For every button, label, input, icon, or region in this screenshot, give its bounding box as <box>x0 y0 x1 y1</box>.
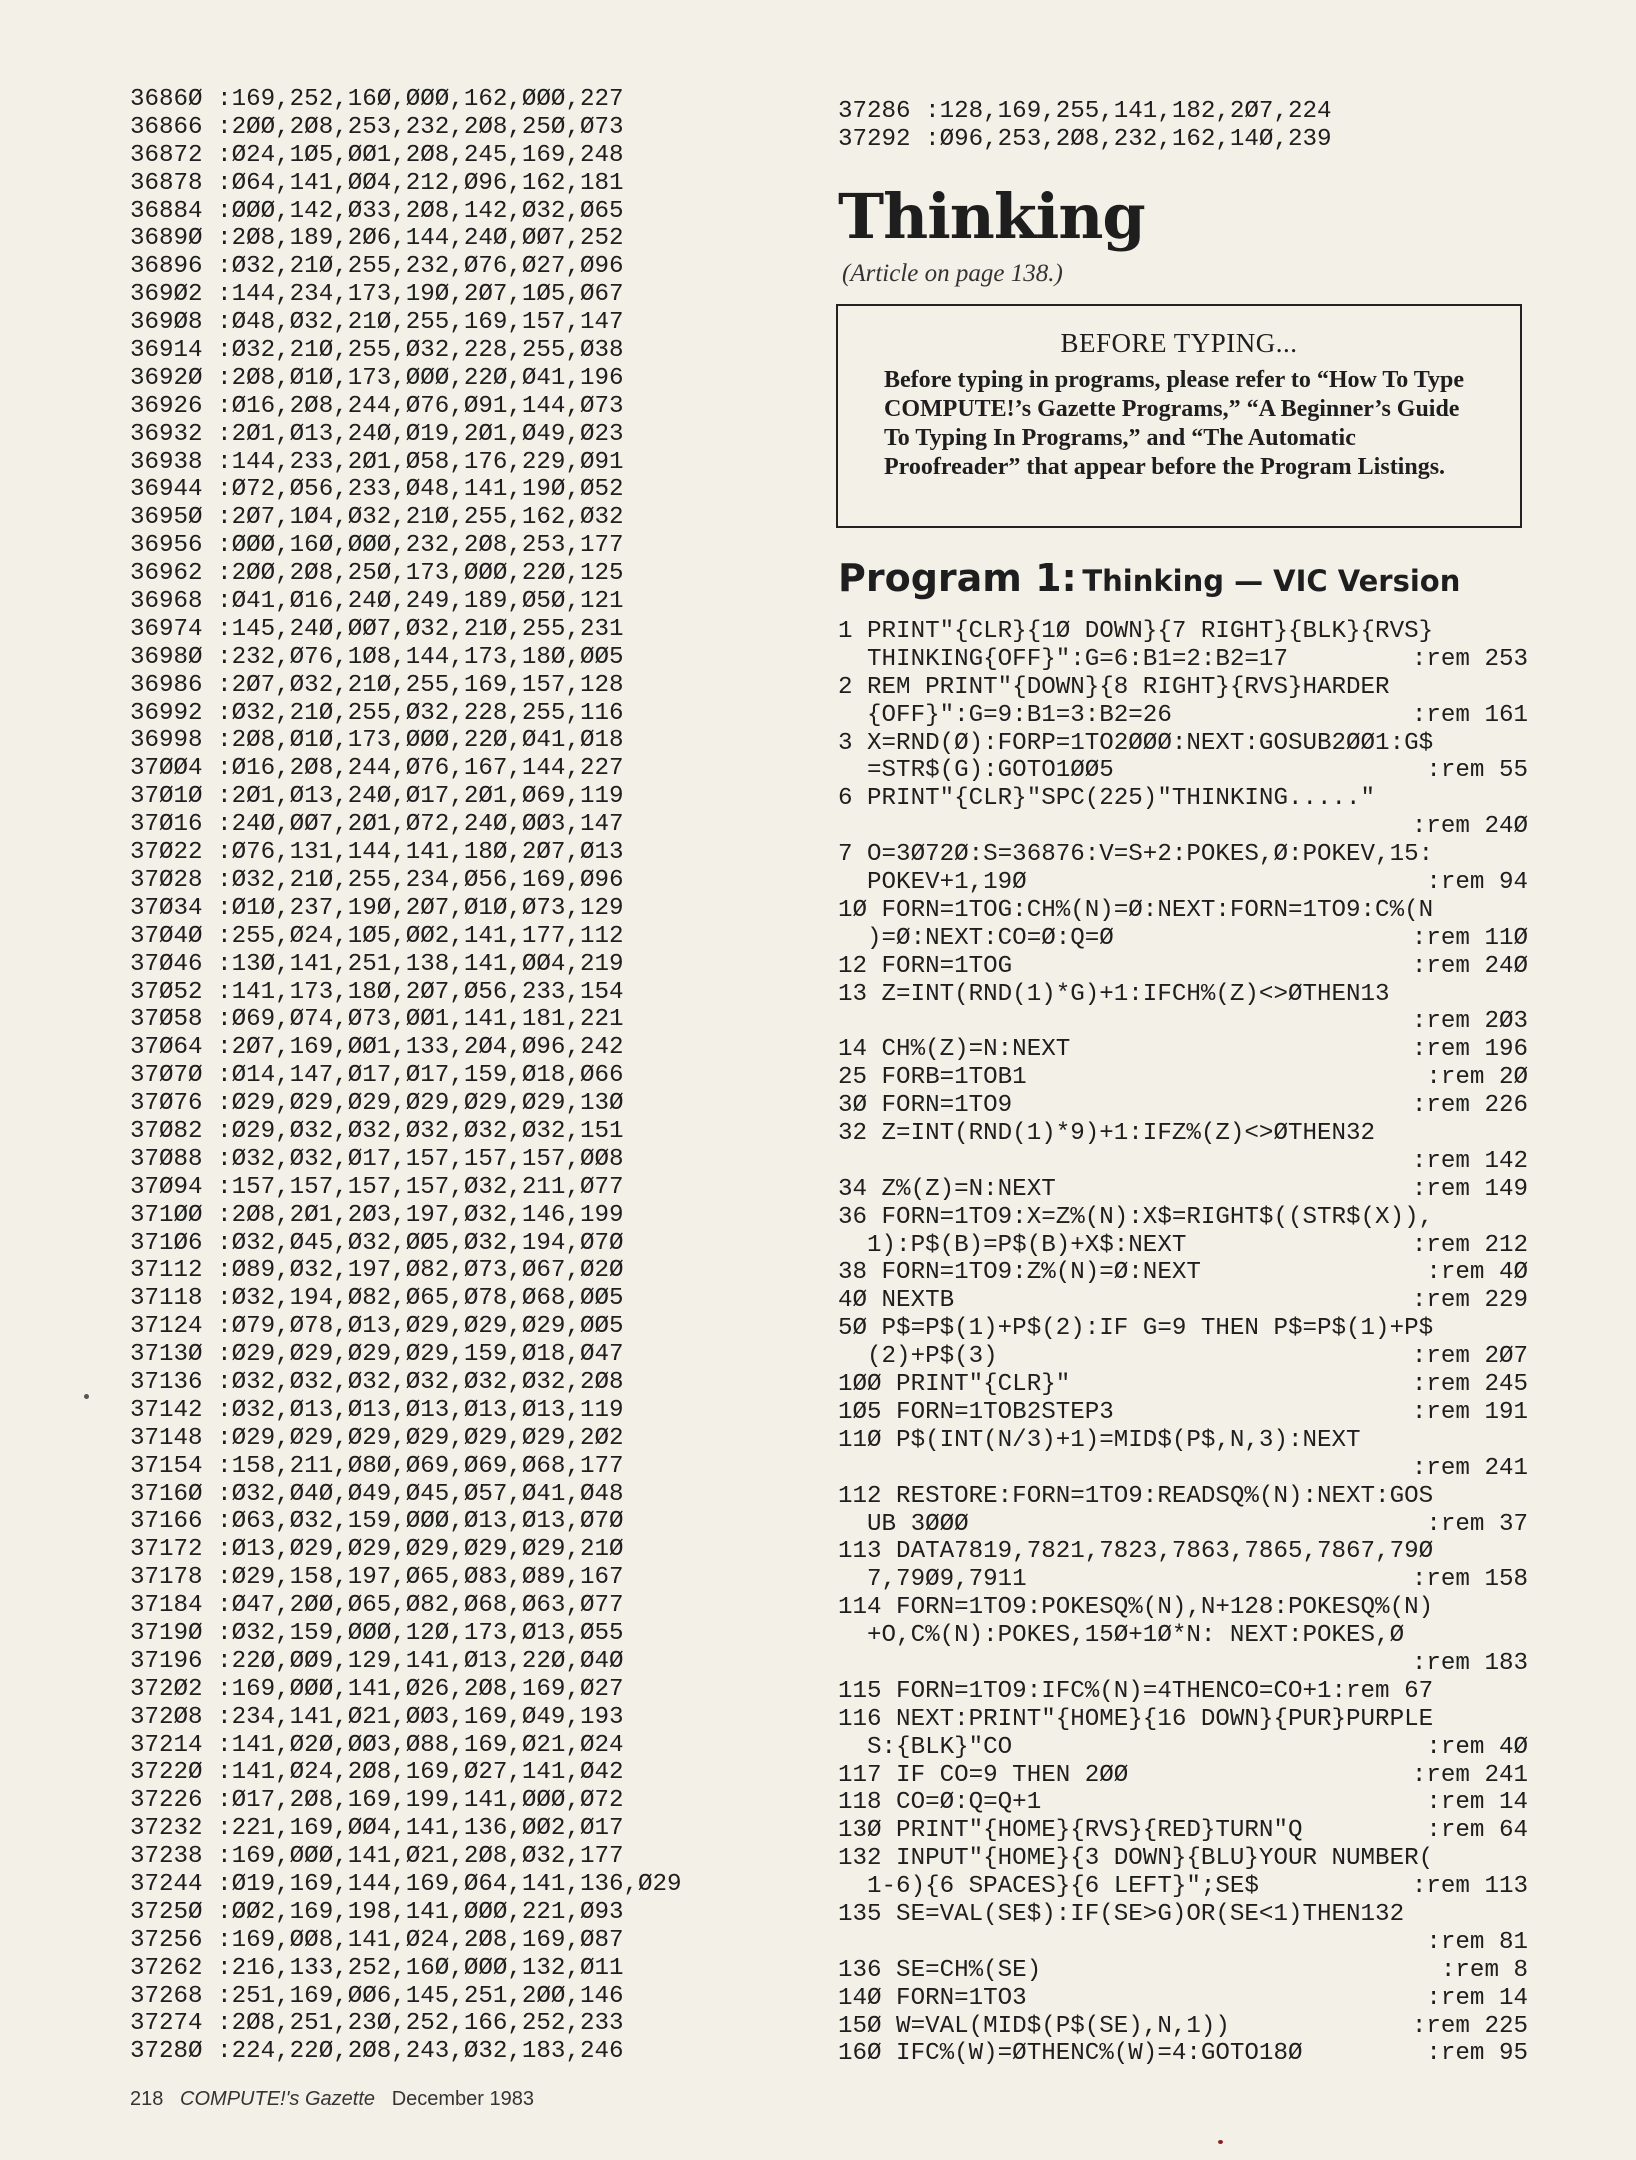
program-line <box>838 1957 1528 1985</box>
data-line: 36968 :Ø41,Ø16,24Ø,249,189,Ø5Ø,121 <box>130 588 624 616</box>
data-line: 36932 :2Ø1,Ø13,24Ø,Ø19,2Ø1,Ø49,Ø23 <box>130 420 624 448</box>
program-line-code: 112 RESTORE:FORN=1TO9:READSQ%(N):NEXT:GOS <box>838 1482 1434 1510</box>
data-line: 36896 :Ø32,21Ø,255,232,Ø76,Ø27,Ø96 <box>130 253 624 281</box>
program-line-checksum: :rem 191 <box>1411 1398 1528 1426</box>
program-line <box>838 1120 1528 1148</box>
program-line-code: 114 FORN=1TO9:POKESQ%(N),N+128:POKESQ%(N) <box>838 1594 1434 1622</box>
program-line <box>838 757 1528 785</box>
program-line-checksum: :rem 2Ø3 <box>1411 1008 1528 1036</box>
program-line-code: 1Ø FORN=1TOG:CH%(N)=Ø:NEXT:FORN=1TO9:C%(N <box>838 896 1434 924</box>
program-line <box>838 1427 1528 1455</box>
program-line <box>838 1817 1528 1845</box>
data-line: 3719Ø :Ø32,159,ØØØ,12Ø,173,Ø13,Ø55 <box>130 1619 624 1647</box>
data-line: 36914 :Ø32,21Ø,255,Ø32,228,255,Ø38 <box>130 337 624 365</box>
data-line: 37238 :169,ØØØ,141,Ø21,2Ø8,Ø32,177 <box>130 1843 624 1871</box>
data-line: 36956 :ØØØ,16Ø,ØØØ,232,2Ø8,253,177 <box>130 532 624 560</box>
program-line <box>838 841 1528 869</box>
program-line-code: 135 SE=VAL(SE$):IF(SE>G)OR(SE<1)THEN132 <box>838 1900 1405 1928</box>
program-line <box>838 674 1528 702</box>
program-line <box>838 1008 1528 1036</box>
program-line-code: (2)+P$(3) <box>838 1343 998 1371</box>
data-line: 3692Ø :2Ø8,Ø1Ø,173,ØØØ,22Ø,Ø41,196 <box>130 364 624 392</box>
data-line: 371ØØ :2Ø8,2Ø1,2Ø3,197,Ø32,146,199 <box>130 1201 624 1229</box>
program-line-code: 11Ø P$(INT(N/3)+1)=MID$(P$,N,3):NEXT <box>838 1426 1361 1454</box>
program-line-checksum: :rem 24Ø <box>1411 952 1528 980</box>
data-line: 37184 :Ø47,2ØØ,Ø65,Ø82,Ø68,Ø63,Ø77 <box>130 1592 624 1620</box>
program-line <box>838 702 1528 730</box>
program-line-code: 13 Z=INT(RND(1)*G)+1:IFCH%(Z)<>ØTHEN13 <box>838 980 1390 1008</box>
data-line: 37142 :Ø32,Ø13,Ø13,Ø13,Ø13,Ø13,119 <box>130 1396 624 1424</box>
print-speck <box>84 1394 89 1399</box>
data-line: 37112 :Ø89,Ø32,197,Ø82,Ø73,Ø67,Ø2Ø <box>130 1257 624 1285</box>
program-line-code: 34 Z%(Z)=N:NEXT <box>838 1175 1056 1203</box>
data-line: 369Ø8 :Ø48,Ø32,21Ø,255,169,157,147 <box>130 309 624 337</box>
notice-body: Before typing in programs, please refer to “How To Type COMPUTE!’s Gazette Programs,” “A Beginner’s Guide To Typing In Programs,” and “The Automatic Proofreader” that appear before the Program Listings. <box>884 367 1464 480</box>
program-line <box>838 1343 1528 1371</box>
program-line <box>838 646 1528 674</box>
data-line: 37Ø52 :141,173,18Ø,2Ø7,Ø56,233,154 <box>130 978 624 1006</box>
program-line-code: 5Ø P$=P$(1)+P$(2):IF G=9 THEN P$=P$(1)+P$ <box>838 1315 1434 1343</box>
program-line <box>838 981 1528 1009</box>
program-line-code: S:{BLK}"CO <box>838 1733 1013 1761</box>
program-line-code: 1Ø5 FORN=1TOB2STEP3 <box>838 1398 1114 1426</box>
program-line <box>838 1734 1528 1762</box>
program-line <box>838 1594 1528 1622</box>
program-line <box>838 897 1528 925</box>
data-line: 37286 :128,169,255,141,182,2Ø7,224 <box>838 98 1332 125</box>
program-line <box>838 1985 1528 2013</box>
program-line-code: 7,79Ø9,7911 <box>838 1566 1027 1594</box>
data-line: 3686Ø :169,252,16Ø,ØØØ,162,ØØØ,227 <box>130 86 624 113</box>
program-line-checksum: :rem 95 <box>1426 2040 1528 2068</box>
program-line <box>838 869 1528 897</box>
program-line-code: 32 Z=INT(RND(1)*9)+1:IFZ%(Z)<>ØTHEN32 <box>838 1120 1376 1148</box>
program-line-code: 115 FORN=1TO9:IFC%(N)=4THENCO=CO+1:rem 67 <box>838 1677 1434 1705</box>
program-line-code: 113 DATA7819,7821,7823,7863,7865,7867,79Ø <box>838 1538 1434 1566</box>
data-line: 36962 :2ØØ,2Ø8,25Ø,173,ØØØ,22Ø,125 <box>130 560 624 588</box>
program-line-checksum: :rem 225 <box>1411 2012 1528 2040</box>
data-line: 37Ø16 :24Ø,ØØ7,2Ø1,Ø72,24Ø,ØØ3,147 <box>130 811 624 839</box>
program-line <box>838 1873 1528 1901</box>
program-line-checksum: :rem 149 <box>1411 1175 1528 1203</box>
program-line <box>838 1483 1528 1511</box>
magazine-name: COMPUTE!'s Gazette <box>180 2088 376 2110</box>
page-number: 218 <box>130 2088 164 2110</box>
program-line-code: 3 X=RND(Ø):FORP=1TO2ØØØ:NEXT:GOSUB2ØØ1:G$ <box>838 729 1434 757</box>
program-line <box>838 1566 1528 1594</box>
program-line <box>838 953 1528 981</box>
program-line <box>838 1455 1528 1483</box>
data-line: 37Ø64 :2Ø7,169,ØØ1,133,2Ø4,Ø96,242 <box>130 1034 624 1062</box>
issue-date: December 1983 <box>391 2088 535 2110</box>
program-line <box>838 1176 1528 1204</box>
program-line-checksum: :rem 196 <box>1411 1036 1528 1064</box>
program-line <box>838 1622 1528 1650</box>
program-line <box>838 1511 1528 1539</box>
data-line: 3713Ø :Ø29,Ø29,Ø29,Ø29,159,Ø18,Ø47 <box>130 1341 624 1369</box>
data-line: 37Ø7Ø :Ø14,147,Ø17,Ø17,159,Ø18,Ø66 <box>130 1062 624 1090</box>
program-line-checksum: :rem 14 <box>1426 1789 1528 1817</box>
data-line: 37Ø88 :Ø32,Ø32,Ø17,157,157,157,ØØ8 <box>130 1145 624 1173</box>
program-line <box>838 1929 1528 1957</box>
article-title: Thinking <box>838 180 1145 253</box>
program-line-code: 14 CH%(Z)=N:NEXT <box>838 1036 1071 1064</box>
program-line <box>838 1204 1528 1232</box>
program-line-checksum: :rem 64 <box>1426 1817 1528 1845</box>
program-line-checksum: :rem 37 <box>1426 1510 1528 1538</box>
data-line: 36938 :144,233,2Ø1,Ø58,176,229,Ø91 <box>130 448 624 476</box>
data-line: 37268 :251,169,ØØ6,145,251,2ØØ,146 <box>130 1982 624 2010</box>
program-line-checksum: :rem 161 <box>1411 701 1528 729</box>
program-line-code: +O,C%(N):POKES,15Ø+1Ø*N: NEXT:POKES,Ø <box>838 1622 1405 1650</box>
notice-heading: BEFORE TYPING... <box>1060 328 1298 358</box>
print-speck <box>1218 2140 1223 2144</box>
program-line-checksum: :rem 241 <box>1411 1761 1528 1789</box>
program-line-code: 36 FORN=1TO9:X=Z%(N):X$=RIGHT$((STR$(X)), <box>838 1203 1434 1231</box>
left-data-listing <box>130 86 682 2066</box>
data-line: 36872 :Ø24,1Ø5,ØØ1,2Ø8,245,169,248 <box>130 141 624 169</box>
program-line <box>838 1148 1528 1176</box>
program-line <box>838 1845 1528 1873</box>
data-line: 36944 :Ø72,Ø56,233,Ø48,141,19Ø,Ø52 <box>130 476 624 504</box>
program-heading <box>838 556 1460 600</box>
program-line-checksum: :rem 24Ø <box>1411 813 1528 841</box>
program-line-checksum: :rem 142 <box>1411 1147 1528 1175</box>
program-line-checksum: :rem 229 <box>1411 1287 1528 1315</box>
program-line-code: 116 NEXT:PRINT"{HOME}{16 DOWN}{PUR}PURPLE <box>838 1705 1434 1733</box>
program-line-checksum: :rem 94 <box>1426 869 1528 897</box>
program-line-code: 12 FORN=1TOG <box>838 952 1013 980</box>
data-line: 36866 :2ØØ,2Ø8,253,232,2Ø8,25Ø,Ø73 <box>130 113 624 141</box>
program-line <box>838 1789 1528 1817</box>
program-line-code: 16Ø IFC%(W)=ØTHENC%(W)=4:GOTO18Ø <box>838 2040 1303 2068</box>
program-line <box>838 1092 1528 1120</box>
data-line: 37214 :141,Ø2Ø,ØØ3,Ø88,169,Ø21,Ø24 <box>130 1731 624 1759</box>
data-line: 37Ø76 :Ø29,Ø29,Ø29,Ø29,Ø29,Ø29,13Ø <box>130 1090 624 1118</box>
program-line <box>838 1901 1528 1929</box>
program-subtitle: Thinking — VIC Version <box>1082 564 1461 598</box>
data-line: 37Ø82 :Ø29,Ø32,Ø32,Ø32,Ø32,Ø32,151 <box>130 1117 624 1145</box>
program-line-checksum: :rem 253 <box>1411 645 1528 673</box>
program-line-code: 1ØØ PRINT"{CLR}" <box>838 1371 1071 1399</box>
program-line-code: )=Ø:NEXT:CO=Ø:Q=Ø <box>838 924 1114 952</box>
data-line: 37Ø46 :13Ø,141,251,138,141,ØØ4,219 <box>130 950 624 978</box>
program-line-code: 13Ø PRINT"{HOME}{RVS}{RED}TURN"Q <box>838 1817 1303 1845</box>
data-line: 3728Ø :224,22Ø,2Ø8,243,Ø32,183,246 <box>130 2038 624 2066</box>
data-line: 36998 :2Ø8,Ø1Ø,173,ØØØ,22Ø,Ø41,Ø18 <box>130 727 624 755</box>
program-line <box>838 925 1528 953</box>
program-line-code: 25 FORB=1TOB1 <box>838 1064 1027 1092</box>
data-line: 37154 :158,211,Ø8Ø,Ø69,Ø69,Ø68,177 <box>130 1452 624 1480</box>
program-line-code: UB 3ØØØ <box>838 1510 969 1538</box>
data-line: 37124 :Ø79,Ø78,Ø13,Ø29,Ø29,Ø29,ØØ5 <box>130 1313 624 1341</box>
data-line: 371Ø6 :Ø32,Ø45,Ø32,ØØ5,Ø32,194,Ø7Ø <box>130 1229 624 1257</box>
data-line: 36986 :2Ø7,Ø32,21Ø,255,169,157,128 <box>130 671 624 699</box>
program-line-code: POKEV+1,19Ø <box>838 869 1027 897</box>
data-line: 37232 :221,169,ØØ4,141,136,ØØ2,Ø17 <box>130 1815 624 1843</box>
basic-program-listing <box>838 618 1528 2068</box>
data-line: 3725Ø :ØØ2,169,198,141,ØØØ,221,Ø93 <box>130 1898 624 1926</box>
right-data-listing <box>838 98 1538 154</box>
data-line: 37Ø58 :Ø69,Ø74,Ø73,ØØ1,141,181,221 <box>130 1006 624 1034</box>
data-line: 37244 :Ø19,169,144,169,Ø64,141,136,Ø29 <box>130 1871 682 1898</box>
data-line: 36974 :145,24Ø,ØØ7,Ø32,21Ø,255,231 <box>130 615 624 643</box>
data-line: 37292 :Ø96,253,2Ø8,232,162,14Ø,239 <box>838 125 1332 153</box>
program-line-code: 6 PRINT"{CLR}"SPC(225)"THINKING....." <box>838 785 1376 813</box>
program-line <box>838 1706 1528 1734</box>
program-line-checksum: :rem 11Ø <box>1411 924 1528 952</box>
data-line: 37Ø94 :157,157,157,157,Ø32,211,Ø77 <box>130 1173 624 1201</box>
program-line-checksum: :rem 241 <box>1411 1454 1528 1482</box>
program-line-checksum: :rem 2Ø <box>1426 1064 1528 1092</box>
program-line-checksum: :rem 81 <box>1426 1928 1528 1956</box>
program-line-checksum: :rem 113 <box>1411 1873 1528 1901</box>
program-line <box>838 1259 1528 1287</box>
program-line-checksum: :rem 8 <box>1440 1956 1528 1984</box>
program-line-checksum: :rem 4Ø <box>1426 1733 1528 1761</box>
program-line-code: {OFF}":G=9:B1=3:B2=26 <box>838 701 1172 729</box>
program-line-code: 1):P$(B)=P$(B)+X$:NEXT <box>838 1231 1187 1259</box>
program-line-checksum: :rem 4Ø <box>1426 1259 1528 1287</box>
program-line <box>838 1287 1528 1315</box>
data-line: 37ØØ4 :Ø16,2Ø8,244,Ø76,167,144,227 <box>130 755 624 783</box>
program-line-code: 118 CO=Ø:Q=Q+1 <box>838 1789 1042 1817</box>
program-line-checksum: :rem 226 <box>1411 1092 1528 1120</box>
program-line-checksum: :rem 212 <box>1411 1231 1528 1259</box>
program-line-code: 2 REM PRINT"{DOWN}{8 RIGHT}{RVS}HARDER <box>838 673 1390 701</box>
data-line: 37118 :Ø32,194,Ø82,Ø65,Ø78,Ø68,ØØ5 <box>130 1285 624 1313</box>
program-line <box>838 1399 1528 1427</box>
data-line: 36926 :Ø16,2Ø8,244,Ø76,Ø91,144,Ø73 <box>130 392 624 420</box>
program-line <box>838 730 1528 758</box>
data-line: 369Ø2 :144,234,173,19Ø,2Ø7,1Ø5,Ø67 <box>130 281 624 309</box>
data-line: 37196 :22Ø,ØØ9,129,141,Ø13,22Ø,Ø4Ø <box>130 1647 624 1675</box>
program-line <box>838 618 1528 646</box>
program-line <box>838 1538 1528 1566</box>
data-line: 372Ø2 :169,ØØØ,141,Ø26,2Ø8,169,Ø27 <box>130 1675 624 1703</box>
program-line-checksum: :rem 14 <box>1426 1984 1528 2012</box>
program-line <box>838 1762 1528 1790</box>
data-line: 372Ø8 :234,141,Ø21,ØØ3,169,Ø49,193 <box>130 1703 624 1731</box>
data-line: 37136 :Ø32,Ø32,Ø32,Ø32,Ø32,Ø32,2Ø8 <box>130 1368 624 1396</box>
data-line: 37178 :Ø29,158,197,Ø65,Ø83,Ø89,167 <box>130 1564 624 1592</box>
data-line: 37Ø22 :Ø76,131,144,141,18Ø,2Ø7,Ø13 <box>130 839 624 867</box>
program-line-code: 7 O=3Ø72Ø:S=36876:V=S+2:POKES,Ø:POKEV,15: <box>838 841 1434 869</box>
page-footer <box>130 2088 534 2111</box>
program-line <box>838 2040 1528 2068</box>
before-typing-notice <box>836 304 1522 528</box>
program-line <box>838 1371 1528 1399</box>
data-line: 37274 :2Ø8,251,23Ø,252,166,252,233 <box>130 2010 624 2038</box>
data-line: 3722Ø :141,Ø24,2Ø8,169,Ø27,141,Ø42 <box>130 1759 624 1787</box>
program-line-code: 3Ø FORN=1TO9 <box>838 1092 1013 1120</box>
data-line: 36884 :ØØØ,142,Ø33,2Ø8,142,Ø32,Ø65 <box>130 197 624 225</box>
program-line-code: 14Ø FORN=1TO3 <box>838 1984 1027 2012</box>
data-line: 37172 :Ø13,Ø29,Ø29,Ø29,Ø29,Ø29,21Ø <box>130 1536 624 1564</box>
article-page-reference: (Article on page 138.) <box>842 260 1063 287</box>
data-line: 36878 :Ø64,141,ØØ4,212,Ø96,162,181 <box>130 169 624 197</box>
program-line <box>838 1232 1528 1260</box>
program-line-checksum: :rem 245 <box>1411 1371 1528 1399</box>
program-line-code: THINKING{OFF}":G=6:B1=2:B2=17 <box>838 645 1288 673</box>
data-line: 3698Ø :232,Ø76,1Ø8,144,173,18Ø,ØØ5 <box>130 643 624 671</box>
data-line: 3716Ø :Ø32,Ø4Ø,Ø49,Ø45,Ø57,Ø41,Ø48 <box>130 1480 624 1508</box>
data-line: 37Ø4Ø :255,Ø24,1Ø5,ØØ2,141,177,112 <box>130 922 624 950</box>
data-line: 37Ø1Ø :2Ø1,Ø13,24Ø,Ø17,2Ø1,Ø69,119 <box>130 783 624 811</box>
program-line <box>838 1678 1528 1706</box>
program-line <box>838 1036 1528 1064</box>
program-line-checksum: :rem 183 <box>1411 1649 1528 1677</box>
program-label: Program 1: <box>838 556 1077 600</box>
program-line-code: 15Ø W=VAL(MID$(P$(SE),N,1)) <box>838 2012 1230 2040</box>
data-line: 37Ø34 :Ø1Ø,237,19Ø,2Ø7,Ø1Ø,Ø73,129 <box>130 894 624 922</box>
data-line: 37148 :Ø29,Ø29,Ø29,Ø29,Ø29,Ø29,2Ø2 <box>130 1424 624 1452</box>
data-line: 3695Ø :2Ø7,1Ø4,Ø32,21Ø,255,162,Ø32 <box>130 504 624 532</box>
program-line <box>838 1064 1528 1092</box>
program-line-code: 1-6){6 SPACES}{6 LEFT}";SE$ <box>838 1873 1259 1901</box>
program-line-checksum: :rem 2Ø7 <box>1411 1343 1528 1371</box>
data-line: 36992 :Ø32,21Ø,255,Ø32,228,255,116 <box>130 699 624 727</box>
program-line <box>838 785 1528 813</box>
program-line-code: 136 SE=CH%(SE) <box>838 1956 1042 1984</box>
program-line <box>838 813 1528 841</box>
program-line-checksum: :rem 55 <box>1426 757 1528 785</box>
data-line: 37262 :216,133,252,16Ø,ØØØ,132,Ø11 <box>130 1954 624 1982</box>
program-line-checksum: :rem 158 <box>1411 1566 1528 1594</box>
data-line: 37256 :169,ØØ8,141,Ø24,2Ø8,169,Ø87 <box>130 1926 624 1954</box>
program-line-code: 4Ø NEXTB <box>838 1287 955 1315</box>
program-line-code: 117 IF CO=9 THEN 2ØØ <box>838 1761 1129 1789</box>
program-line-code: 132 INPUT"{HOME}{3 DOWN}{BLU}YOUR NUMBER( <box>838 1845 1434 1873</box>
data-line: 37Ø28 :Ø32,21Ø,255,234,Ø56,169,Ø96 <box>130 866 624 894</box>
program-line-code: 38 FORN=1TO9:Z%(N)=Ø:NEXT <box>838 1259 1201 1287</box>
data-line: 37226 :Ø17,2Ø8,169,199,141,ØØØ,Ø72 <box>130 1787 624 1815</box>
program-line-code: 1 PRINT"{CLR}{1Ø DOWN}{7 RIGHT}{BLK}{RVS} <box>838 618 1434 645</box>
data-line: 3689Ø :2Ø8,189,2Ø6,144,24Ø,ØØ7,252 <box>130 225 624 253</box>
program-line <box>838 1650 1528 1678</box>
program-line <box>838 2013 1528 2041</box>
data-line: 37166 :Ø63,Ø32,159,ØØØ,Ø13,Ø13,Ø7Ø <box>130 1508 624 1536</box>
program-line-code: =STR$(G):GOTO1ØØ5 <box>838 757 1114 785</box>
program-line <box>838 1315 1528 1343</box>
